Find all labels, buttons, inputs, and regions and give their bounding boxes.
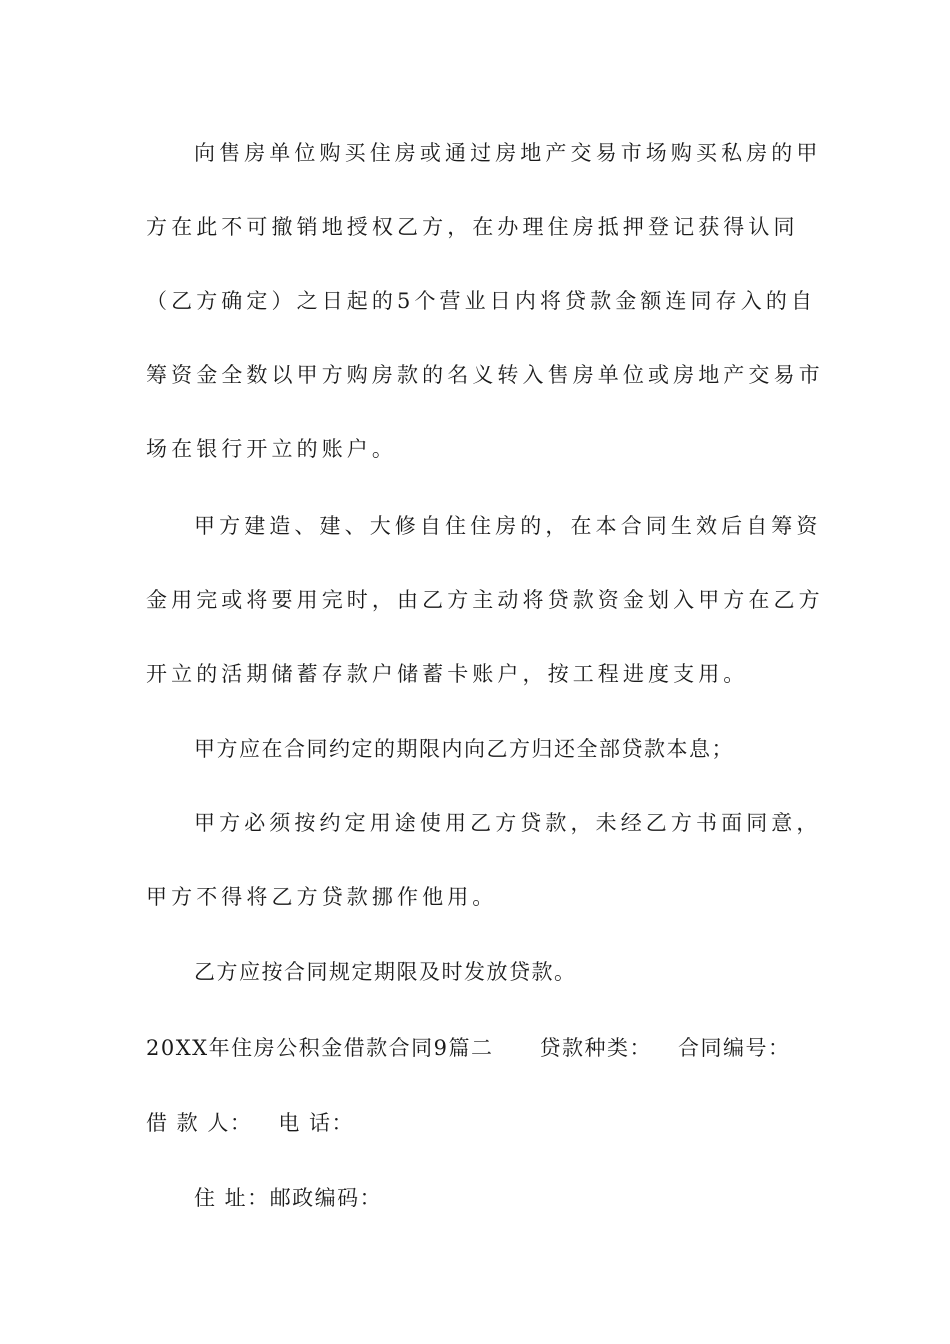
paragraph-4-line-2: 甲方不得将乙方贷款挪作他用。 xyxy=(146,885,498,909)
borrower-line xyxy=(146,1108,806,1138)
paragraph-1-line-2: 方在此不可撤销地授权乙方，在办理住房抵押登记获得认同 xyxy=(146,215,799,239)
postcode-label: 邮政编码： xyxy=(269,1186,383,1210)
paragraph-5-line-1: 乙方应按合同规定期限及时发放贷款。 xyxy=(194,960,577,984)
address-label: 住 址： xyxy=(194,1186,270,1210)
paragraph-2-line-1: 甲方建造、建、大修自住住房的，在本合同生效后自筹资 xyxy=(194,514,822,538)
paragraph-1-line-4: 筹资金全数以甲方购房款的名义转入售房单位或房地产交易市 xyxy=(146,363,824,387)
borrower-label: 借 款 人： xyxy=(146,1111,253,1135)
phone-label: 电 话： xyxy=(278,1111,355,1135)
contract-number-label: 合同编号： xyxy=(677,1036,791,1060)
paragraph-1-line-3: （乙方确定）之日起的5个营业日内将贷款金额连同存入的自 xyxy=(146,289,817,313)
paragraph-2-line-2: 金用完或将要用完时，由乙方主动将贷款资金划入甲方在乙方 xyxy=(146,588,824,612)
loan-type-label: 贷款种类： xyxy=(539,1036,652,1060)
paragraph-1-line-5: 场在银行开立的账户。 xyxy=(146,437,397,461)
paragraph-3-line-1: 甲方应在合同约定的期限内向乙方归还全部贷款本息； xyxy=(194,737,734,761)
document-title: 20XX年住房公积金借款合同9篇二 xyxy=(146,1036,494,1060)
paragraph-4-line-1: 甲方必须按约定用途使用乙方贷款，未经乙方书面同意， xyxy=(194,811,822,835)
paragraph-1-line-1: 向售房单位购买住房或通过房地产交易市场购买私房的甲 xyxy=(194,141,822,165)
contract-header-line xyxy=(146,1033,806,1063)
address-line xyxy=(194,1183,806,1213)
paragraph-2-line-3: 开立的活期储蓄存款户储蓄卡账户，按工程进度支用。 xyxy=(146,662,749,686)
